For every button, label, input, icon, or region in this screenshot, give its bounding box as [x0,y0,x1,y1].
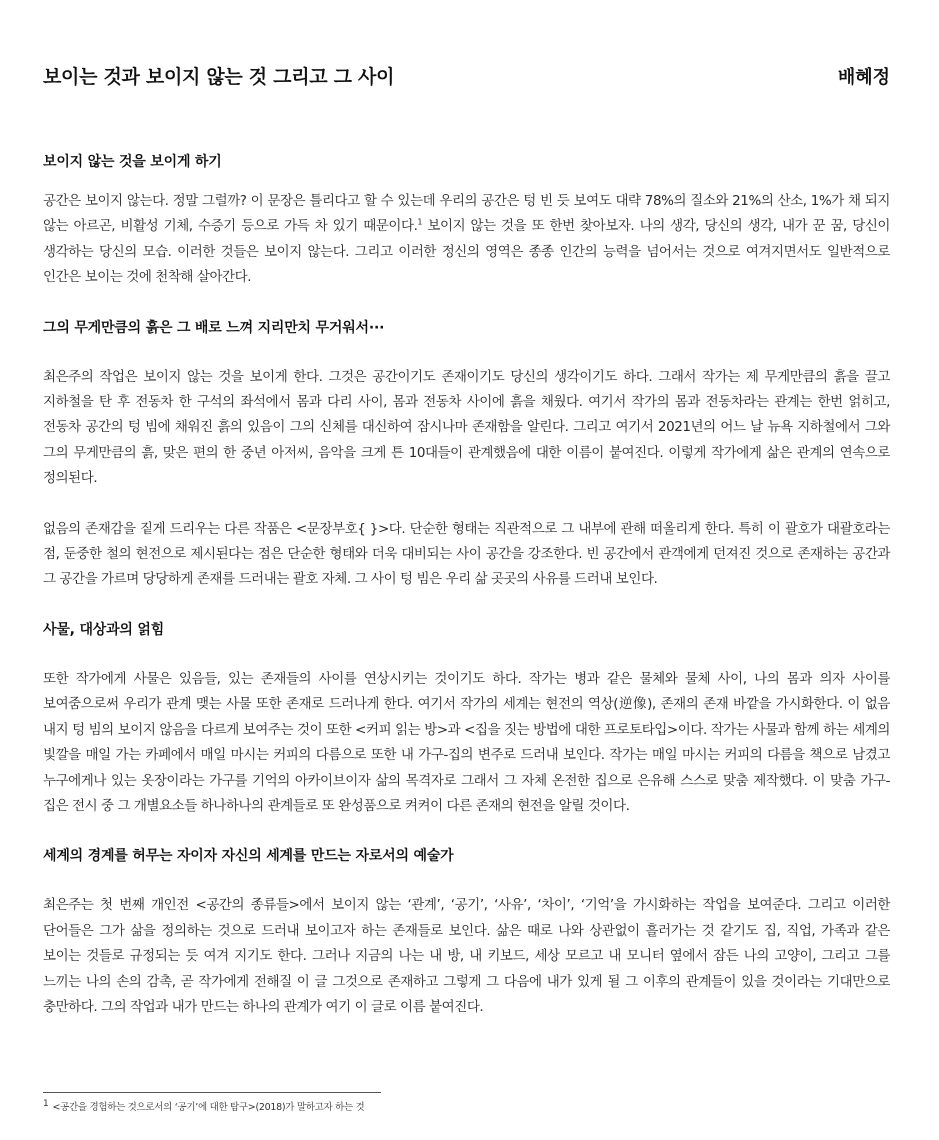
footnote-text: <공간을 경험하는 것으로서의 ‘공기’에 대한 탐구>(2018)가 말하고자 하는 것 [52,1102,365,1114]
footnote-number: 1 [43,1099,49,1109]
author-name: 배혜정 [837,67,890,88]
section-heading: 사물, 대상과의 얽힘 [43,621,165,638]
document-title: 보이는 것과 보이지 않는 것 그리고 그 사이 [43,66,395,88]
paragraph [43,189,890,291]
section-heading: 세계의 경계를 허무는 자이자 자신의 세계를 만드는 자로서의 예술가 [43,848,454,865]
footnote-ref: 1 [417,217,423,227]
footnote [43,1099,364,1113]
paragraph: 또한 작가에게 사물은 있음들, 있는 존재들의 사이를 연상시키는 것이기도 하다. 작가는 병과 같은 물체와 물체 사이, 나의 몸과 의자 사이를 보여줌으로써 우리가 관계 맺는 사물 또한 존재로 드러나게 한다. 여기서 작가의 세계는 현전의 역상(逆像), 존재의 존재 바깥을 가시화한다. 이 없음 내지 텅 빔의 보이지 않음을 다르게 보여주는 것이 또한 <커피 읽는 방>과 <집을 짓는 방법에 대한 프로토타입>이다. 작가는 사물과 함께 하는 세계의 빛깔을 매일 가는 카페에서 매일 마시는 커피의 다름으로 또한 내 가구-집의 변주로 드러내 보인다. 작가는 매일 마시는 커피의 다름을 책으로 남겼고 누구에게나 있는 옷장이라는 가구를 기억의 아카이브이자 삶의 목격자로 그래서 그 자체 온전한 집으로 은유해 스스로 맞춤 제작했다. 이 맞춤 가구-집은 전시 중 그 개별요소들 하나하나의 관계들로 또 완성품으로 켜켜이 다른 존재의 현전을 알릴 것이다. [43,670,890,814]
paragraph: 없음의 존재감을 짙게 드리우는 다른 작품은 <문장부호{ }>다. 단순한 형태는 직관적으로 그 내부에 관해 떠올리게 한다. 특히 이 괄호가 대괄호라는 점, 둔중한 철의 현전으로 제시된다는 점은 단순한 형태와 더욱 대비되는 사이 공간을 강조한다. 빈 공간에서 관객에게 던져진 것으로 존재하는 공간과 그 공간을 가르며 당당하게 존재를 드러내는 괄호 자체. 그 사이 텅 빔은 우리 삶 곳곳의 사유를 드러내 보인다. [43,520,890,588]
document-header [43,62,890,89]
document-body [43,150,890,1020]
paragraph: 최은주는 첫 번째 개인전 <공간의 종류들>에서 보이지 않는 ‘관계’, ‘공기’, ‘사유’, ‘차이’, ‘기억’을 가시화하는 작업을 보여준다. 그리고 이러한 단어들은 그가 삶을 정의하는 것으로 드러내 보이고자 하는 존재들로 보인다. 삶은 때로 나와 상관없이 흘러가는 것 같기도 집, 직업, 가족과 같은 보이는 것들로 규정되는 듯 여겨 지기도 한다. 그러나 지금의 나는 내 방, 내 키보드, 세상 모르고 내 모니터 옆에서 잠든 나의 고양이, 그리고 그를 느끼는 나의 손의 감촉, 곧 작가에게 전해질 이 글 그것으로 존재하고 그렇게 그 다음에 내가 있게 될 그 이후의 관계들이 있을 것이라는 기대만으로 충만하다. 그의 작업과 내가 만드는 하나의 관계가 여기 이 글로 이름 붙여진다. [43,897,890,1015]
section-heading: 보이지 않는 것을 보이게 하기 [43,154,222,170]
paragraph: 최은주의 작업은 보이지 않는 것을 보이게 한다. 그것은 공간이기도 존재이기도 당신의 생각이기도 하다. 그래서 작가는 제 무게만큼의 흙을 끌고 지하철을 탄 후 전동차 한 구석의 좌석에서 몸과 다리 사이, 몸과 전동차 사이에 흙을 채웠다. 여기서 작가의 몸과 전동차라는 관계는 한번 얽히고, 전동차 공간의 텅 빔에 채워진 흙의 있음이 그의 신체를 대신하여 잠시나마 존재함을 알린다. 그리고 여기서 2021년의 어느 날 뉴욕 지하철에서 그와 그의 무게만큼의 흙, 맞은 편의 한 중년 아저씨, 음악을 크게 튼 10대들이 관계했음에 대한 이름이 붙여진다. 이렇게 작가에게 삶은 관계의 연속으로 정의된다. [43,368,890,487]
footnote-divider [43,1092,381,1093]
paragraph-text: 공간은 보이지 않는다. 정말 그럴까? 이 문장은 틀리다고 할 수 있는데 우리의 공간은 텅 빈 듯 보여도 대략 78%의 질소와 21%의 산소, 1%가 채 되지 않는 아르곤, 비활성 기체, 수증기 등으로 가득 차 있기 때문이다. [43,193,890,235]
paragraph-text: 보이지 않는 것을 또 한번 찾아보자. 나의 생각, 당신의 생각, 내가 꾼 꿈, 당신이 생각하는 당신의 모습. 이러한 것들은 보이지 않는다. 그리고 이러한 정신의 영역은 종종 인간의 능력을 넘어서는 것으로 여겨지면서도 일반적으로 인간은 보이는 것에 천착해 살아간다. [43,218,891,286]
section-heading: 그의 무게만큼의 흙은 그 배로 느껴 지리만치 무거워서··· [43,319,385,336]
